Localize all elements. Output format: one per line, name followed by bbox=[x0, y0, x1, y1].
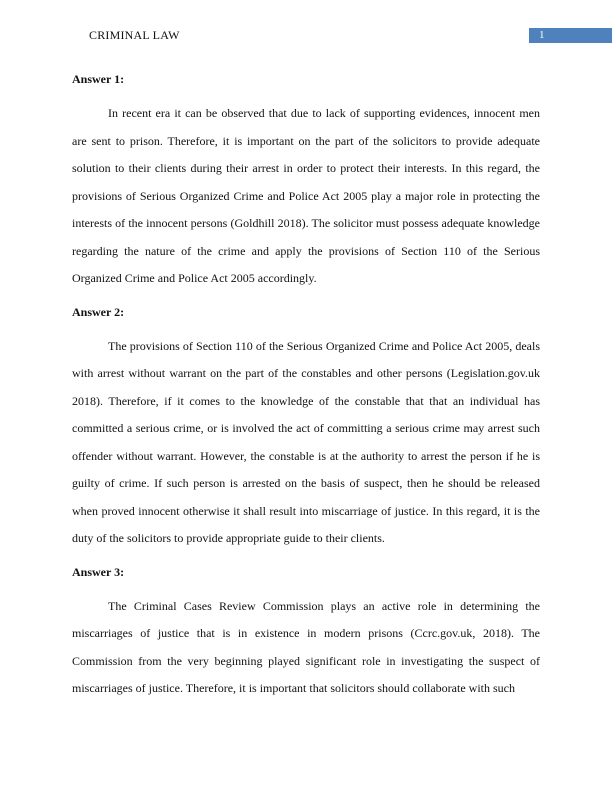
running-header-title: CRIMINAL LAW bbox=[89, 28, 180, 42]
section-paragraph: The provisions of Section 110 of the Serious Organized Crime and Police Act 2005, deals with arrest without warrant on the part of the constables and other persons (Legislation.gov.uk 2018). Therefore, if it comes to the knowledge of the constable that that an individual has committed a serious crime, or is involved the act of committing a serious crime may arrest such offender without warrant. However, the constable is at the authority to arrest the person if he is guilty of crime. If such person is arrested on the basis of suspect, then he should be released when proved innocent otherwise it shall result into miscarriage of justice. In this regard, it is the duty of the solicitors to provide appropriate guide to their clients. bbox=[72, 338, 540, 545]
section-paragraph: In recent era it can be observed that due to lack of supporting evidences, innocent men are sent to prison. Therefore, it is important on the part of the solicitors to provide adequate solution to their clients during their arrest in order to protect their interests. In this regard, the provisions of Serious Organized Crime and Police Act 2005 play a major role in protecting the interests of the innocent persons (Goldhill 2018). The solicitor must possess adequate knowledge regarding the nature of the crime and apply the provisions of Section 110 of the Serious Organized Crime and Police Act 2005 accordingly. bbox=[72, 106, 540, 285]
page-number-badge bbox=[529, 28, 612, 43]
section-heading: Answer 3: bbox=[72, 564, 125, 579]
section-heading: Answer 1: bbox=[72, 72, 125, 86]
section-paragraph: The Criminal Cases Review Commission plays an active role in determining the miscarriages of justice that is in existence in modern prisons (Ccrc.gov.uk, 2018). The Commission from the very beginning played significant role in investigating the suspect of miscarriages of justice. Therefore, it is important that solicitors should collaborate with such bbox=[72, 598, 540, 695]
section-heading: Answer 2: bbox=[72, 304, 125, 319]
document-body bbox=[72, 66, 540, 703]
page-number: 1 bbox=[539, 29, 545, 41]
